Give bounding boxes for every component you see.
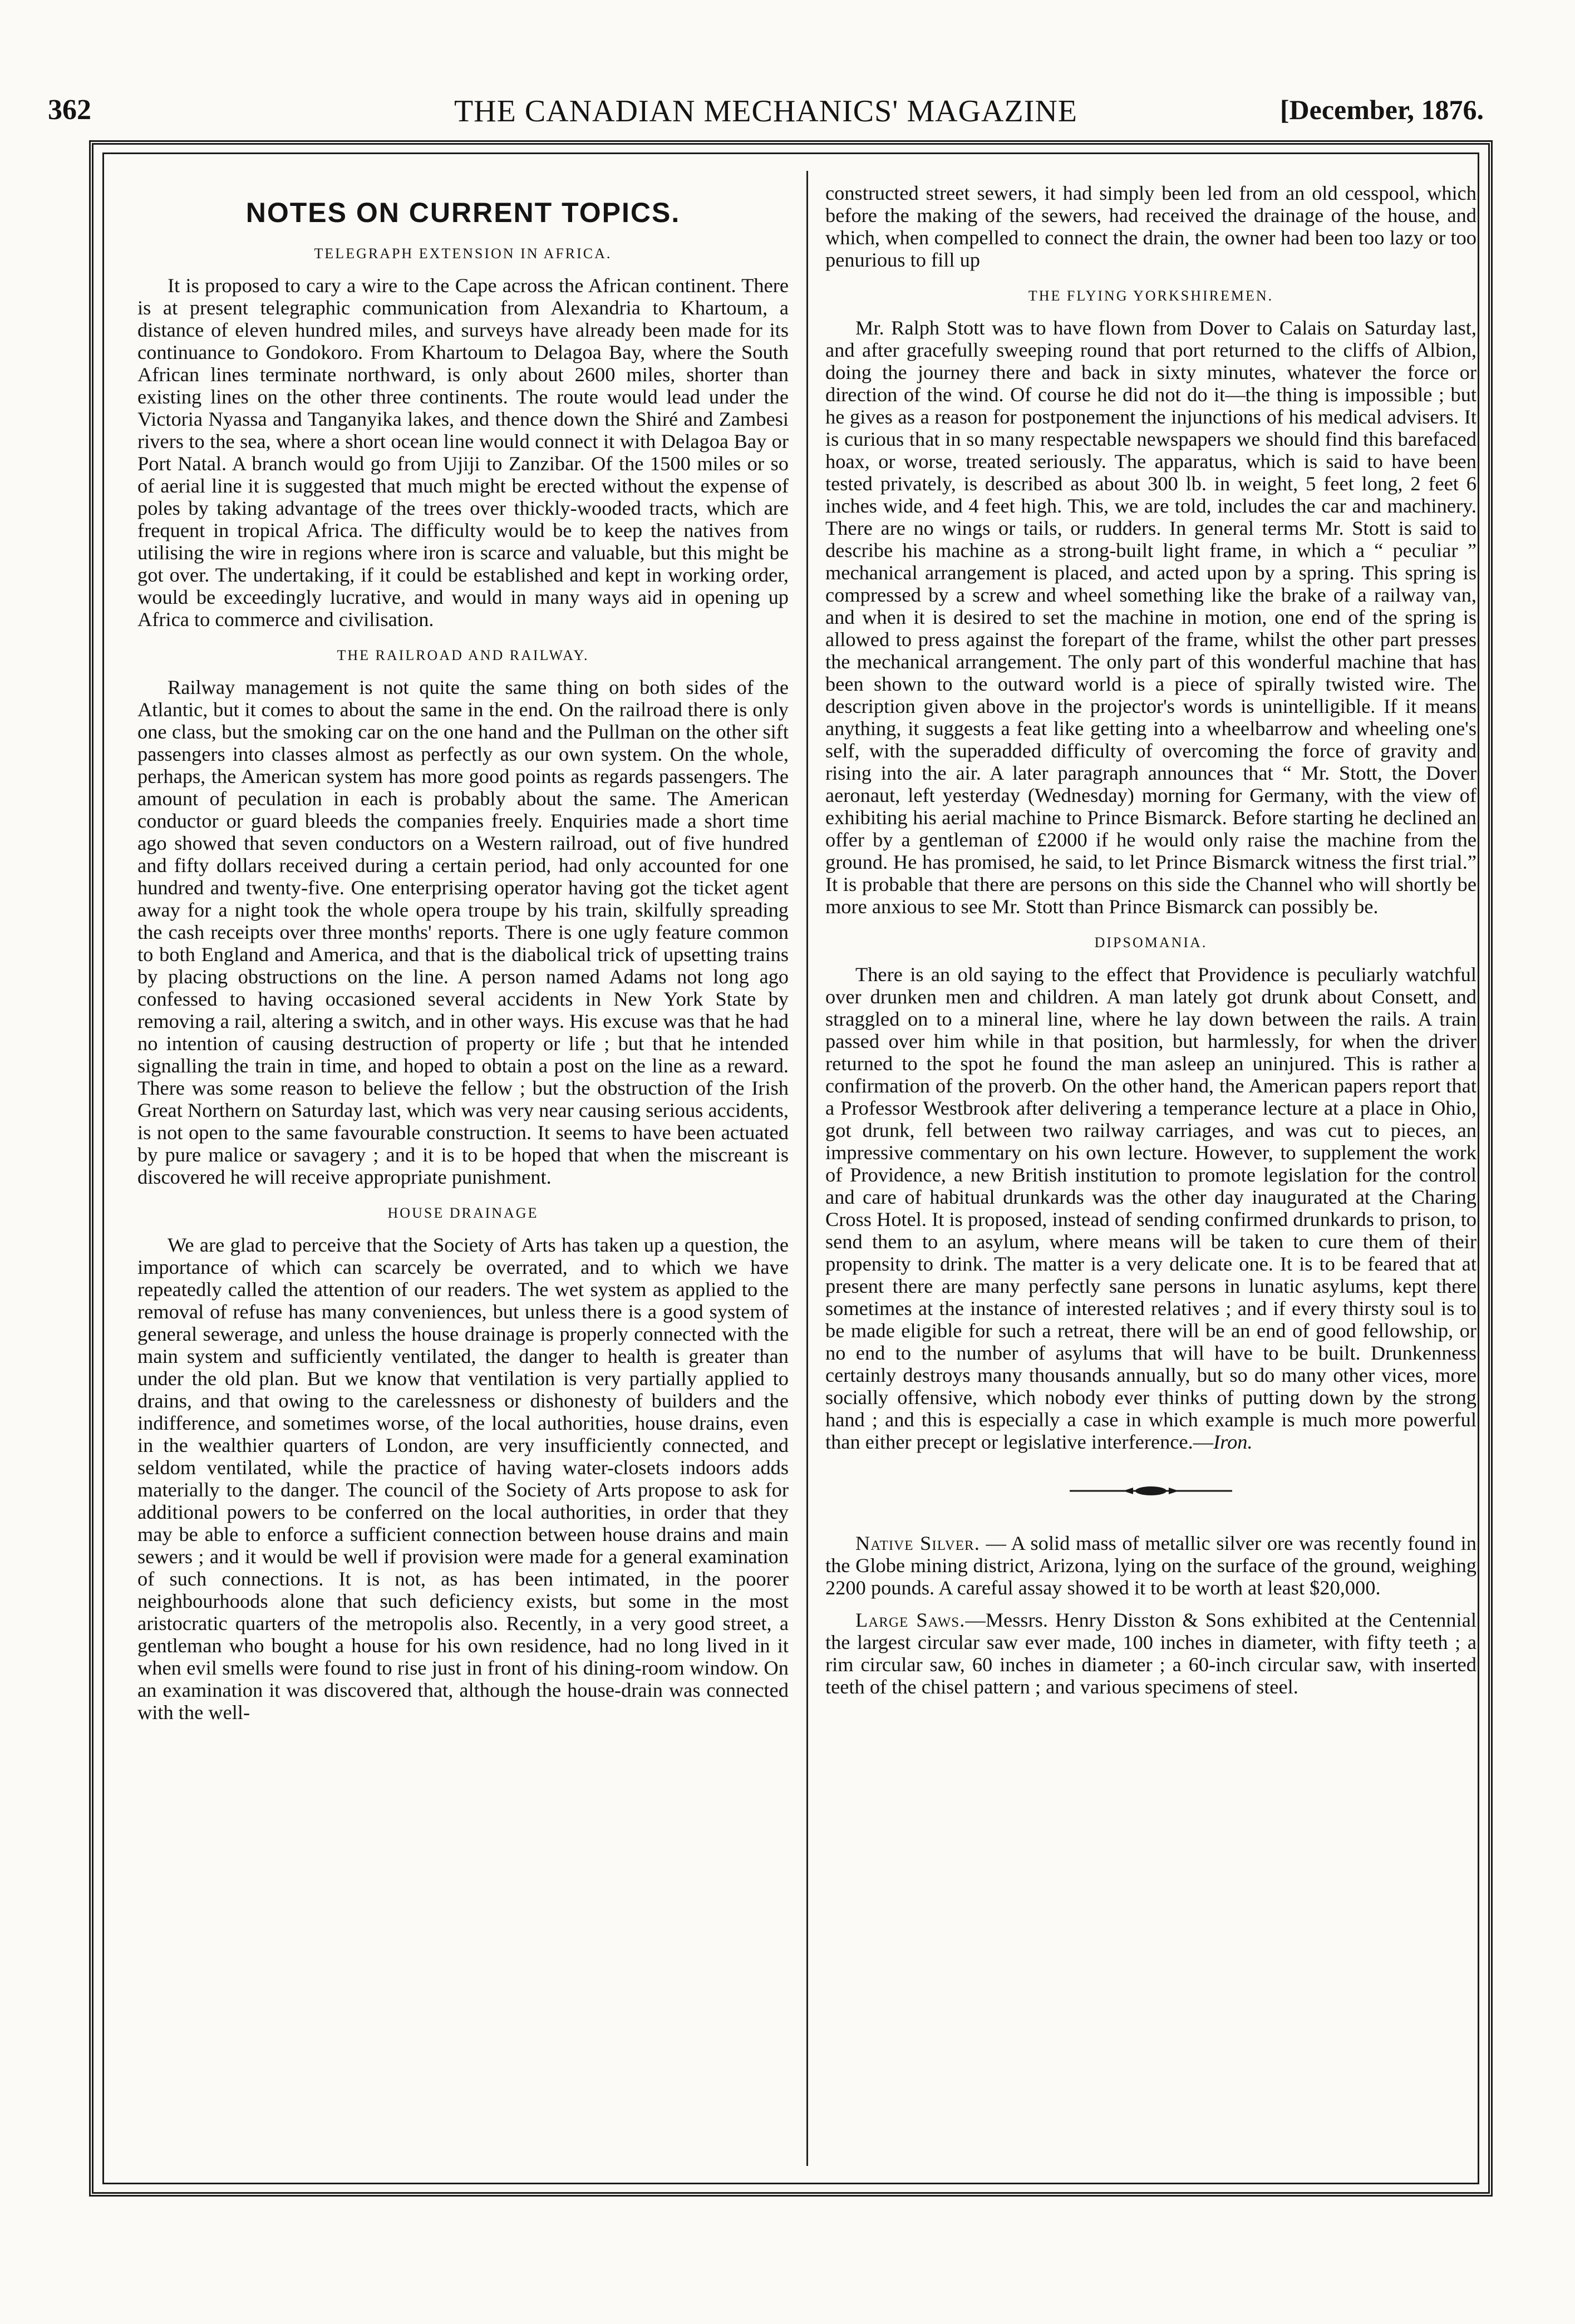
section-ornament (825, 1484, 1476, 1498)
native-silver-lead: Native Silver. (855, 1532, 980, 1554)
issue-date: [December, 1876. (1279, 94, 1484, 125)
column-divider (806, 171, 808, 2166)
page-header (48, 93, 1484, 132)
dipsomania-source: Iron. (1213, 1431, 1253, 1453)
left-column (137, 182, 789, 1734)
section-title: NOTES ON CURRENT TOPICS. (245, 197, 681, 228)
native-silver-text: — A solid mass of metallic silver ore was recently found in the Globe mining district, Arizona, lying on the surface of the ground, weighing 2200 pounds. A careful assay showed it to be worth at least $20,000. (825, 1532, 1476, 1599)
dipsomania-text: There is an old saying to the effect that Providence is peculiarly watchful over drunken men and children. A man lately got drunk about Consett, and straggled on to a mineral line, where he lay down between the rails. A train passed over him while in that position, but harmlessly, for when the driver returned to the spot he found the man asleep an uninjured. This is rather a confirmation of the proverb. On the other hand, the American papers report that a Professor Westbrook after delivering a temperance lecture at a place in Ohio, got drunk, fell between two railway carriages, and was cut to pieces, an impressive commentary on his own lecture. However, to supplement the work of Providence, a new British institution to promote legislation for the control and care of habitual drunkards was the other day inaugurated at the Charing Cross Hotel. It is proposed, instead of sending confirmed drunkards to prison, to send them to an asylum, where means will be taken to cure them of their propensity to drink. The matter is a very delicate one. It is to be feared that at present there are many perfectly sane persons in lunatic asylums, kept there sometimes at the instance of interested relatives ; and if every thirsty soul is to be made eligible for such a retreat, there will be an end of good fellowship, or no end to the number of asylums that will have to be built. Drunkenness certainly destroys many thousands annually, but so do many other vices, more socially offensive, which nobody ever thinks of putting down by the strong hand ; and this is especially a case in which example is much more powerful than either precept or legislative interference.— (825, 963, 1476, 1453)
page-frame-inner (102, 152, 1479, 2184)
large-saws-text: —Messrs. Henry Disston & Sons exhibited at the Centennial the largest circular saw ever made, 100 inches in diameter, with fifty teeth ; a rim circular saw, 60 inches in diameter ; a 60-inch circular saw, with inserted teeth of the chisel pattern ; and various specimens of steel. (825, 1609, 1476, 1698)
native-silver-note (825, 1532, 1476, 1599)
large-saws-lead: Large Saws. (855, 1609, 966, 1631)
large-saws-note (825, 1609, 1476, 1698)
telegraph-heading: TELEGRAPH EXTENSION IN AFRICA. (314, 245, 612, 262)
railroad-heading: THE RAILROAD AND RAILWAY. (337, 647, 589, 663)
drainage-continuation: constructed street sewers, it had simply been led from an old cesspool, which before the making of the sewers, had received the drainage of the house, and which, when compelled to connect the drain, the owner had been too lazy or too penurious to fill up (825, 182, 1476, 271)
dipsomania-heading: DIPSOMANIA. (1094, 934, 1208, 951)
right-column (825, 182, 1476, 1708)
ornament-rule-icon (1067, 1484, 1234, 1498)
drainage-heading: HOUSE DRAINAGE (387, 1205, 539, 1221)
page-number: 362 (48, 94, 91, 126)
flying-heading: THE FLYING YORKSHIREMEN. (1028, 288, 1274, 304)
railroad-body: Railway management is not quite the same thing on both sides of the Atlantic, but it comes to about the same in the end. On the railroad there is only one class, but the smoking car on the one hand and the Pullman on the other sift passengers into classes almost as perfectly as our own system. On the whole, perhaps, the American system has more good points as regards passengers. The amount of peculation in each is probably about the same. The American conductor or guard bleeds the companies freely. Enquiries made a short time ago showed that seven conductors on a Western railroad, out of five hundred and fifty dollars received during a certain period, had only accounted for one hundred and twenty-five. One enterprising operator having got the ticket agent away for a night took the whole opera troupe by his train, skilfully spreading the cash receipts over three months' reports. There is one ugly feature common to both England and America, and that is the diabolical trick of upsetting trains by placing obstructions on the line. A person named Adams not long ago confessed to having occasioned several accidents in New York State by removing a rail, altering a switch, and in other ways. His excuse was that he had no intention of causing destruction of property or life ; but that he intended signalling the train in time, and hoped to obtain a post on the line as a reward. There was some reason to believe the fellow ; but the obstruction of the Irish Great Northern on Saturday last, which was very near causing serious accidents, is not open to the same favourable construction. It seems to have been actuated by pure malice or savagery ; and it is to be hoped that when the miscreant is discovered he will receive appropriate punishment. (137, 676, 789, 1188)
magazine-title: THE CANADIAN MECHANICS' MAGAZINE (454, 94, 1078, 129)
telegraph-body: It is proposed to cary a wire to the Cape across the African continent. There is at present telegraphic communication from Alexandria to Khartoum, a distance of eleven hundred miles, and surveys have already been made for its continuance to Gondokoro. From Khartoum to Delagoa Bay, where the South African lines terminate northward, is only about 2600 miles, shorter than existing lines on the other three continents. The route would lead under the Victoria Nyassa and Tanganyika lakes, and thence down the Shiré and Zambesi rivers to the sea, where a short ocean line would connect it with Delagoa Bay or Port Natal. A branch would go from Ujiji to Zanzibar. Of the 1500 miles or so of aerial line it is suggested that much might be erected without the expense of poles by taking advantage of the trees over thickly-wooded tracts, which are frequent in tropical Africa. The difficulty would be to keep the natives from utilising the wire in regions where iron is scarce and valuable, but this might be got over. The undertaking, if it could be established and kept in working order, would be exceedingly lucrative, and would in many ways aid in opening up Africa to commerce and civilisation. (137, 274, 789, 631)
drainage-body: We are glad to perceive that the Society of Arts has taken up a question, the importance of which can scarcely be overrated, and to which we have repeatedly called the attention of our readers. The wet system as applied to the removal of refuse has many conveniences, but unless there is a good system of general sewerage, and unless the house drainage is properly connected with the main system and sufficiently ventilated, the danger to health is greater than under the old plan. But we know that ventilation is very partially applied to drains, and that owing to the carelessness or dishonesty of builders and the indifference, and sometimes worse, of the local authorities, house drains, even in the wealthier quarters of London, are very insufficiently connected, and seldom ventilated, while the practice of having water-closets indoors adds materially to the danger. The council of the Society of Arts propose to ask for additional powers to be conferred on the local authorities, in order that they may be able to enforce a sufficient connection between house drains and main sewers ; and it would be well if provision were made for a general examination of such connections. It is not, as has been intimated, in the poorer neighbourhoods alone that such deficiency exists, but some in the most aristocratic quarters of the metropolis also. Recently, in a very good street, a gentleman who bought a house for his own residence, had no long lived in it when evil smells were found to rise just in front of his dining-room window. On an examination it was discovered that, although the house-drain was connected with the well- (137, 1234, 789, 1724)
page-frame (89, 140, 1493, 2197)
flying-body: Mr. Ralph Stott was to have flown from Dover to Calais on Saturday last, and after gracefully sweeping round that port returned to the cliffs of Albion, doing the journey there and back in sixty minutes, whatever the force or direction of the wind. Of course he did not do it—the thing is impossible ; but he gives as a reason for postponement the injunctions of his medical advisers. It is curious that in so many respectable newspapers we should find this barefaced hoax, or worse, treated seriously. The apparatus, which is said to have been tested privately, is described as about 300 lb. in weight, 5 feet long, 2 feet 6 inches wide, and 4 feet high. This, we are told, includes the car and machinery. There are no wings or tails, or rudders. In general terms Mr. Stott is said to describe his machine as a strong-built light frame, in which a “ peculiar ” mechanical arrangement is placed, and acted upon by a spring. This spring is compressed by a screw and wheel something like the brake of a railway van, and when it is desired to set the machine in motion, one end of the spring is allowed to press against the forepart of the frame, whilst the other part presses the mechanical arrangement. The only part of this wonderful machine that has been shown to the outward world is a piece of spirally twisted wire. The description given above in the projector's words is unintelligible. If it means anything, it suggests a feat like getting into a wheelbarrow and wheeling one's self, with the superadded difficulty of overcoming the force of gravity and rising into the air. A later paragraph announces that “ Mr. Stott, the Dover aeronaut, left yesterday (Wednesday) morning for Germany, with the view of exhibiting his aerial machine to Prince Bismarck. Before starting he declined an offer by a gentleman of £2000 if he would only raise the machine from the ground. He has promised, he said, to let Prince Bismarck witness the first trial.” It is probable that there are persons on this side the Channel who will shortly be more anxious to see Mr. Stott than Prince Bismarck can possibly be. (825, 317, 1476, 918)
dipsomania-body (825, 963, 1476, 1453)
